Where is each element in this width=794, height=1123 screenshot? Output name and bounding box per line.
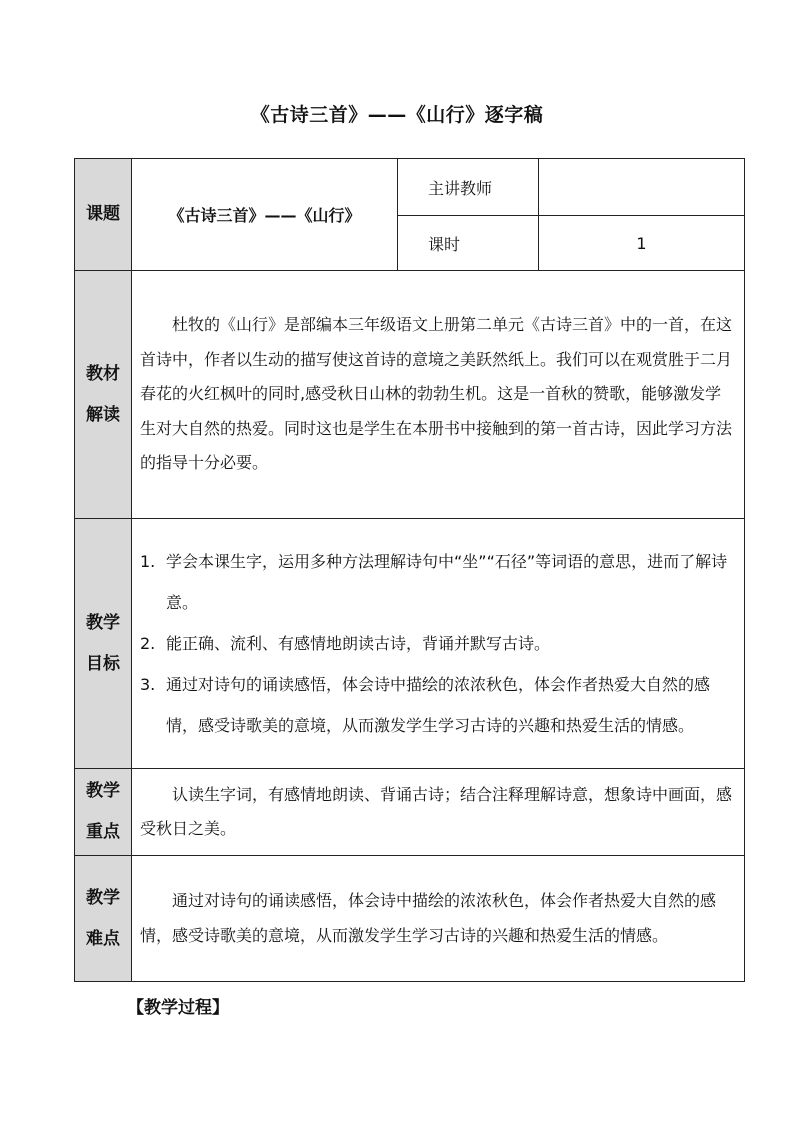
goal-item: 2. 能正确、流利、有感情地朗读古诗，背诵并默写古诗。 bbox=[140, 634, 551, 653]
material-label: 教材 解读 bbox=[75, 271, 132, 519]
lesson-info-table bbox=[74, 158, 745, 982]
difficulties-label: 教学 难点 bbox=[75, 856, 132, 982]
goals-cell bbox=[132, 519, 745, 769]
key-points-label: 教学 重点 bbox=[75, 769, 132, 856]
section-heading: 【教学过程】 bbox=[127, 998, 229, 1018]
goals-list bbox=[132, 537, 744, 750]
difficulties-text: 通过对诗句的诵读感悟，体会诗中描绘的浓浓秋色，体会作者热爱大自然的感情，感受诗歌美的意境，从而激发学生学习古诗的兴趣和热爱生活的情感。 bbox=[132, 856, 745, 982]
hours-label: 课时 bbox=[398, 216, 539, 271]
topic-label: 课题 bbox=[75, 159, 132, 271]
hours-value: 1 bbox=[539, 216, 745, 271]
teacher-label: 主讲教师 bbox=[398, 159, 539, 216]
goal-item: 3. 通过对诗句的诵读感悟，体会诗中描绘的浓浓秋色，体会作者热爱大自然的感情，感受诗歌美的意境，从而激发学生学习古诗的兴趣和热爱生活的情感。 bbox=[140, 675, 711, 735]
goals-label: 教学 目标 bbox=[75, 519, 132, 769]
teacher-value bbox=[539, 159, 745, 216]
document-title: 《古诗三首》——《山行》逐字稿 bbox=[250, 104, 544, 126]
goal-item: 1. 学会本课生字，运用多种方法理解诗句中“坐”“石径”等词语的意思，进而了解诗意。 bbox=[140, 552, 728, 612]
topic-value: 《古诗三首》——《山行》 bbox=[132, 159, 398, 271]
key-points-text: 认读生字词，有感情地朗读、背诵古诗；结合注释理解诗意，想象诗中画面，感受秋日之美。 bbox=[132, 769, 745, 856]
material-text: 杜牧的《山行》是部编本三年级语文上册第二单元《古诗三首》中的一首，在这首诗中，作者以生动的描写使这首诗的意境之美跃然纸上。我们可以在观赏胜于二月春花的火红枫叶的同时,感受秋日山林的勃勃生机。这是一首秋的赞歌，能够激发学生对大自然的热爱。同时这也是学生在本册书中接触到的第一首古诗，因此学习方法的指导十分必要。 bbox=[132, 271, 745, 519]
